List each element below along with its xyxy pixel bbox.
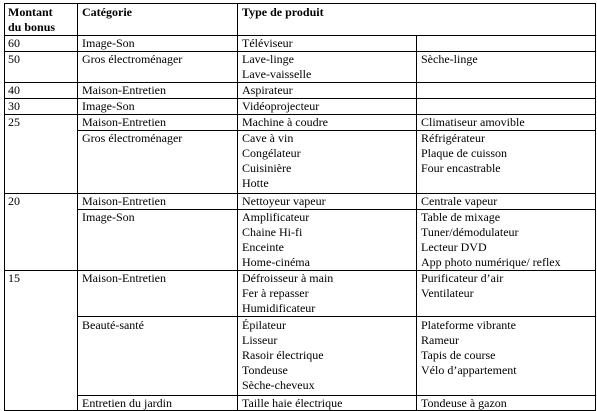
- category-cell: Maison-Entretien: [82, 271, 166, 285]
- product-item: Fer à repasser: [242, 286, 309, 300]
- product-item: Aspirateur: [242, 83, 293, 97]
- product-item: Climatiseur amovible: [421, 115, 525, 129]
- rule-col-products: [416, 35, 417, 411]
- product-item: Tondeuse: [242, 363, 288, 377]
- bonus-value: 25: [8, 115, 20, 129]
- bonus-value: 50: [8, 52, 20, 66]
- header-bonus-line2: du bonus: [8, 20, 56, 34]
- product-item: Centrale vapeur: [421, 194, 498, 208]
- category-cell: Entretien du jardin: [82, 396, 172, 410]
- product-item: Tapis de course: [421, 348, 496, 362]
- product-item: Cuisinière: [242, 161, 292, 175]
- header-category: Catégorie: [82, 5, 132, 19]
- product-item: Chaine Hi-fi: [242, 225, 303, 239]
- product-item: Lecteur DVD: [421, 240, 487, 254]
- product-item: App photo numérique/ reflex: [421, 255, 561, 269]
- product-item: Rasoir électrique: [242, 348, 324, 362]
- product-item: Enceinte: [242, 240, 284, 254]
- category-cell: Gros électroménager: [82, 131, 183, 145]
- category-cell: Beauté-santé: [82, 318, 144, 332]
- product-item: Amplificateur: [242, 210, 310, 224]
- product-item: Humidificateur: [242, 301, 316, 315]
- category-cell: Image-Son: [82, 99, 135, 113]
- header-product-type: Type de produit: [242, 5, 324, 19]
- product-item: Table de mixage: [421, 210, 501, 224]
- category-cell: Maison-Entretien: [82, 83, 166, 97]
- product-item: Machine à coudre: [242, 115, 328, 129]
- product-item: Lisseur: [242, 333, 278, 347]
- bonus-value: 20: [8, 194, 20, 208]
- product-item: Réfrigérateur: [421, 131, 485, 145]
- category-cell: Maison-Entretien: [82, 194, 166, 208]
- product-item: Congélateur: [242, 146, 301, 160]
- product-item: Hotte: [242, 176, 269, 190]
- product-item: Rameur: [421, 333, 459, 347]
- rule-15-sub1: [77, 316, 596, 317]
- product-item: Vidéoprojecteur: [242, 99, 320, 113]
- bonus-value: 15: [8, 271, 20, 285]
- rule-20-sub: [77, 209, 596, 210]
- rule-col-category: [237, 3, 238, 411]
- rule-col-bonus: [77, 3, 78, 411]
- category-cell: Gros électroménager: [82, 52, 183, 66]
- product-item: Nettoyeur vapeur: [242, 194, 326, 208]
- header-bonus-line1: Montant: [8, 5, 53, 19]
- product-item: Four encastrable: [421, 161, 501, 175]
- product-item: Sèche-cheveux: [242, 378, 315, 392]
- product-item: Cave à vin: [242, 131, 294, 145]
- rule-right: [595, 3, 596, 411]
- product-item: Plateforme vibrante: [421, 318, 516, 332]
- category-cell: Maison-Entretien: [82, 115, 166, 129]
- rule-left: [4, 3, 5, 411]
- category-cell: Image-Son: [82, 36, 135, 50]
- product-item: Home-cinéma: [242, 255, 310, 269]
- product-item: Ventilateur: [421, 286, 474, 300]
- rule-top: [4, 3, 596, 4]
- product-item: Lave-vaisselle: [242, 67, 312, 81]
- category-cell: Image-Son: [82, 210, 135, 224]
- product-item: Tondeuse à gazon: [421, 396, 507, 410]
- product-item: Plaque de cuisson: [421, 146, 507, 160]
- product-item: Vélo d’appartement: [421, 363, 517, 377]
- product-item: Lave-linge: [242, 52, 294, 66]
- bonus-value: 40: [8, 83, 20, 97]
- bonus-value: 30: [8, 99, 20, 113]
- product-item: Téléviseur: [242, 36, 293, 50]
- product-item: Sèche-linge: [421, 52, 478, 66]
- product-item: Défroisseur à main: [242, 271, 334, 285]
- product-item: Épilateur: [242, 318, 286, 332]
- product-item: Purificateur d’air: [421, 271, 504, 285]
- product-item: Taille haie électrique: [242, 396, 343, 410]
- product-item: Tuner/démodulateur: [421, 225, 519, 239]
- bonus-value: 60: [8, 36, 20, 50]
